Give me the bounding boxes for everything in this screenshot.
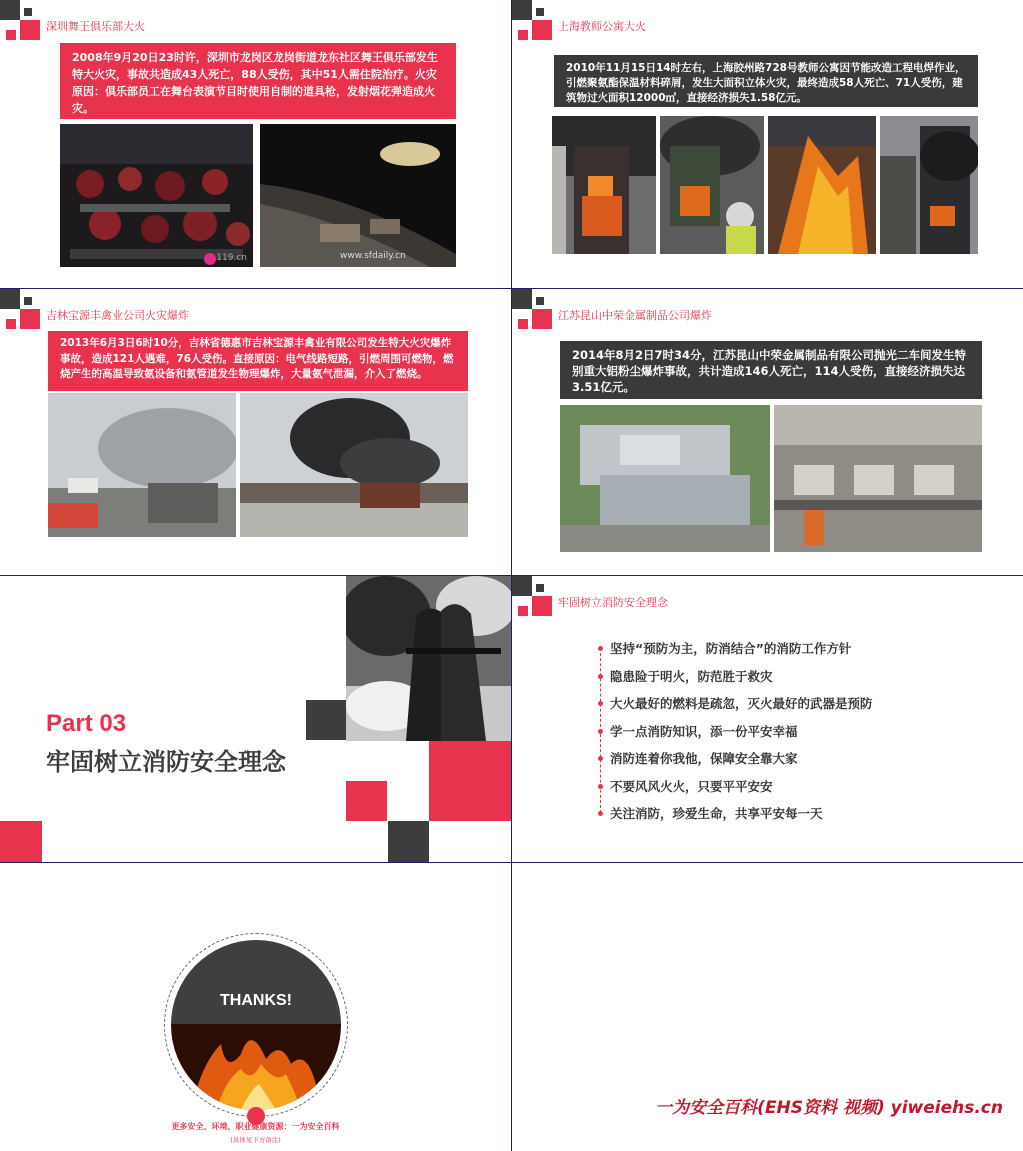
- deco-square-dark: [306, 700, 346, 740]
- slide-kunshan-explosion: [512, 289, 1023, 575]
- nightclub-interior-photo: [60, 124, 253, 267]
- slide-safety-slogans: [512, 576, 1023, 862]
- grid-divider-horizontal: [0, 862, 1023, 863]
- case-description: 2013年6月3日6时10分，吉林省德惠市吉林宝源丰禽业有限公司发生特大火灾爆炸事故，造成121人遇难，76人受伤。直接原因：电气线路短路，引燃周围可燃物，燃烧产生的高温导致氨设备和氨管道发生物理爆炸，大量氨气泄漏，介入了燃烧。: [48, 331, 468, 391]
- deco-square-dark-bottom: [388, 821, 429, 862]
- factory-gate-photo: [48, 393, 236, 537]
- slide-title: 上海教师公寓大火: [558, 20, 646, 33]
- deco-square-red-left: [0, 821, 42, 862]
- grid-divider-horizontal: [0, 288, 1023, 289]
- smoke-plume-photo: [240, 393, 468, 537]
- tower-fire-photo-3: [768, 116, 876, 254]
- thanks-badge: [164, 933, 348, 1117]
- deco-square-red-small: [346, 781, 387, 821]
- list-item: 坚持“预防为主，防消结合”的消防工作方针: [598, 640, 873, 668]
- burned-stage-photo: [260, 124, 456, 267]
- tower-fire-photo-1: [552, 116, 656, 254]
- list-item: 不要风风火火，只要平平安安: [598, 778, 873, 806]
- slide-jilin-explosion: [0, 289, 511, 575]
- thanks-text: THANKS!: [220, 992, 292, 1009]
- corner-decoration: [512, 0, 552, 48]
- part-number: Part 03: [46, 710, 127, 737]
- list-item: 消防连着你我他，保障安全靠大家: [598, 750, 873, 778]
- list-item: 大火最好的燃料是疏忽，灭火最好的武器是预防: [598, 695, 873, 723]
- workshop-interior-photo: [774, 405, 982, 552]
- slide-title: 江苏昆山中荣金属制品公司爆炸: [558, 309, 712, 322]
- slide-shanghai-fire: [512, 0, 1023, 288]
- slide-title: 吉林宝源丰禽业公司火灾爆炸: [46, 309, 189, 322]
- list-item: 关注消防，珍爱生命，共享平安每一天: [598, 805, 873, 833]
- case-description: 2014年8月2日7时34分，江苏昆山中荣金属制品有限公司抛光二车间发生特别重大铝粉尘爆炸事故，共计造成146人死亡，114人受伤，直接经济损失达3.51亿元。: [560, 341, 982, 399]
- case-description: 2008年9月20日23时许，深圳市龙岗区龙岗街道龙东社区舞王俱乐部发生特大火灾，事故共造成43人死亡，88人受伤，其中51人需住院治疗。火灾原因：俱乐部员工在舞台表演节目时使用自制的道具枪，发射烟花弹造成火灾。: [60, 43, 456, 119]
- resource-note: 更多安全、环境、职业健康资源：一为安全百科: [171, 1122, 340, 1131]
- resource-subnote: (具体见下方备注): [230, 1136, 281, 1144]
- slide-title: 牢固树立消防安全理念: [558, 596, 668, 609]
- list-item: 隐患险于明火，防范胜于救灾: [598, 668, 873, 696]
- slide-thanks: [0, 863, 511, 1151]
- slide-part-03: [0, 576, 511, 862]
- corner-decoration: [0, 289, 40, 337]
- deco-square-red-large: [429, 741, 511, 821]
- grid-divider-horizontal: [0, 575, 1023, 576]
- part-title: 牢固树立消防安全理念: [46, 748, 286, 776]
- factory-aerial-photo: [560, 405, 770, 552]
- slogan-list: [598, 640, 873, 833]
- case-description: 2010年11月15日14时左右，上海胶州路728号教师公寓因节能改造工程电焊作业，引燃聚氨酯保温材料碎屑，发生大面积立体火灾，最终造成58人死亡、71人受伤，建筑物过火面积12000㎡，直接经济损失1.58亿元。: [554, 55, 978, 107]
- list-item: 学一点消防知识，添一份平安幸福: [598, 723, 873, 751]
- slide-blank: [512, 863, 1023, 1151]
- photo-watermark: 119.cn: [216, 253, 247, 263]
- slide-title: 深圳舞王俱乐部大火: [46, 20, 145, 33]
- tower-fire-photo-2: [660, 116, 764, 254]
- tower-fire-photo-4: [880, 116, 978, 254]
- slide-shenzhen-fire: [0, 0, 511, 288]
- photo-watermark: www.sfdaily.cn: [340, 251, 406, 261]
- firefighters-photo: [346, 576, 511, 741]
- corner-decoration: [512, 289, 552, 337]
- corner-decoration: [0, 0, 40, 48]
- fire-image: [171, 1024, 341, 1110]
- corner-decoration: [512, 576, 552, 624]
- site-watermark: 一为安全百科(EHS资料 视频) yiweiehs.cn: [655, 1098, 1003, 1118]
